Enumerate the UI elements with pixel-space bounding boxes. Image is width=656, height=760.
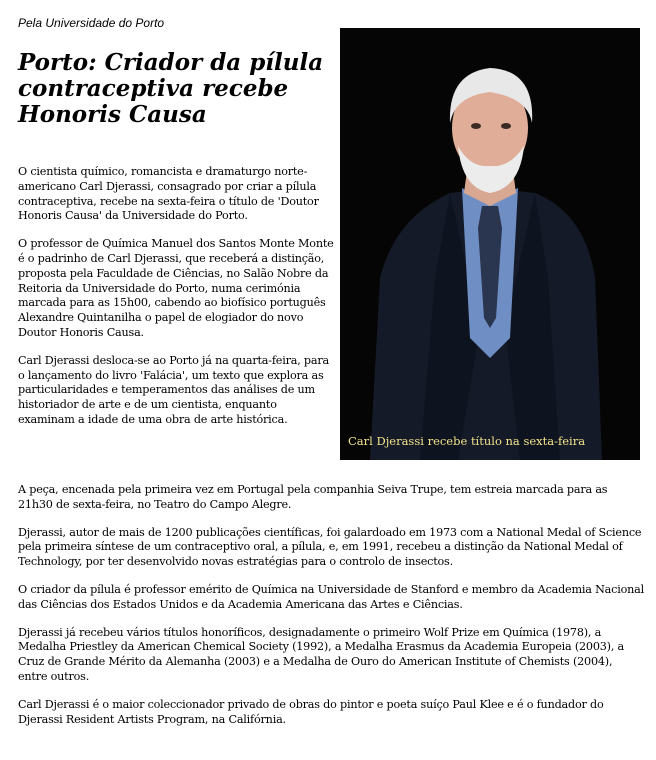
article-headline: Porto: Criador da pílula contraceptiva recebe Honoris Causa [18,49,324,128]
article-paragraph: Djerassi, autor de mais de 1200 publicações científicas, foi galardoado em 1973 com a National Medal of Science pela primeira síntese de um contraceptivo oral, a pílula, e, em 1991, recebeu a distinção da National Medal of Technology, por ter desenvolvido novas estratégias para o controlo de insectos. [18,525,642,569]
photo-caption: Carl Djerassi recebe título na sexta-feira [348,434,586,448]
article-paragraph: O professor de Química Manuel dos Santos Monte Monte é o padrinho de Carl Djerassi, que receberá a distinção, proposta pela Faculdade de Ciências, no Salão Nobre da Reitoria da Universidade do Porto, numa cerimónia marcada para as 15h00, cabendo ao biofísico português Alexandre Quintanilha o papel de elogiador do novo Doutor Honoris Causa. [18,237,334,339]
portrait-illustration [340,28,640,460]
article-paragraph: Carl Djerassi desloca-se ao Porto já na quarta-feira, para o lançamento do livro 'Falácia', um texto que explora as particularidades e temperamentos das análises de um historiador de arte e de um cientista, enquanto examinam a idade de uma obra de arte histórica. [18,353,329,426]
article-paragraph: O criador da pílula é professor emérito de Química na Universidade de Stanford e membro da Academia Nacional das Ciências dos Estados Unidos e da Academia Americana das Artes e Ciências. [18,582,644,611]
article-paragraph: Djerassi já recebeu vários títulos honoríficos, designadamente o primeiro Wolf Prize em Química (1978), a Medalha Priestley da American Chemical Society (1992), a Medalha Erasmus da Academia Europeia (2003), a Cruz de Grande Mérito da Alemanha (2003) e a Medalha de Ouro do American Institute of Chemists (2004), entre outros. [18,625,625,683]
article-paragraph: A peça, encenada pela primeira vez em Portugal pela companhia Seiva Trupe, tem estreia marcada para as 21h30 de sexta-feira, no Teatro do Campo Alegre. [18,483,608,511]
article-body-wide [18,483,644,740]
portrait-photo [340,28,640,460]
article-byline: Pela Universidade do Porto [18,16,165,30]
article-paragraph: O cientista químico, romancista e dramaturgo norte-americano Carl Djerassi, consagrado por criar a pílula contraceptiva, recebe na sexta-feira o título de 'Doutor Honoris Causa' da Universidade do Porto. [18,165,319,223]
article-body-narrow [18,165,336,441]
article-paragraph: Carl Djerassi é o maior coleccionador privado de obras do pintor e poeta suíço Paul Klee e é o fundador do Djerassi Resident Artists Program, na Califórnia. [18,697,604,726]
